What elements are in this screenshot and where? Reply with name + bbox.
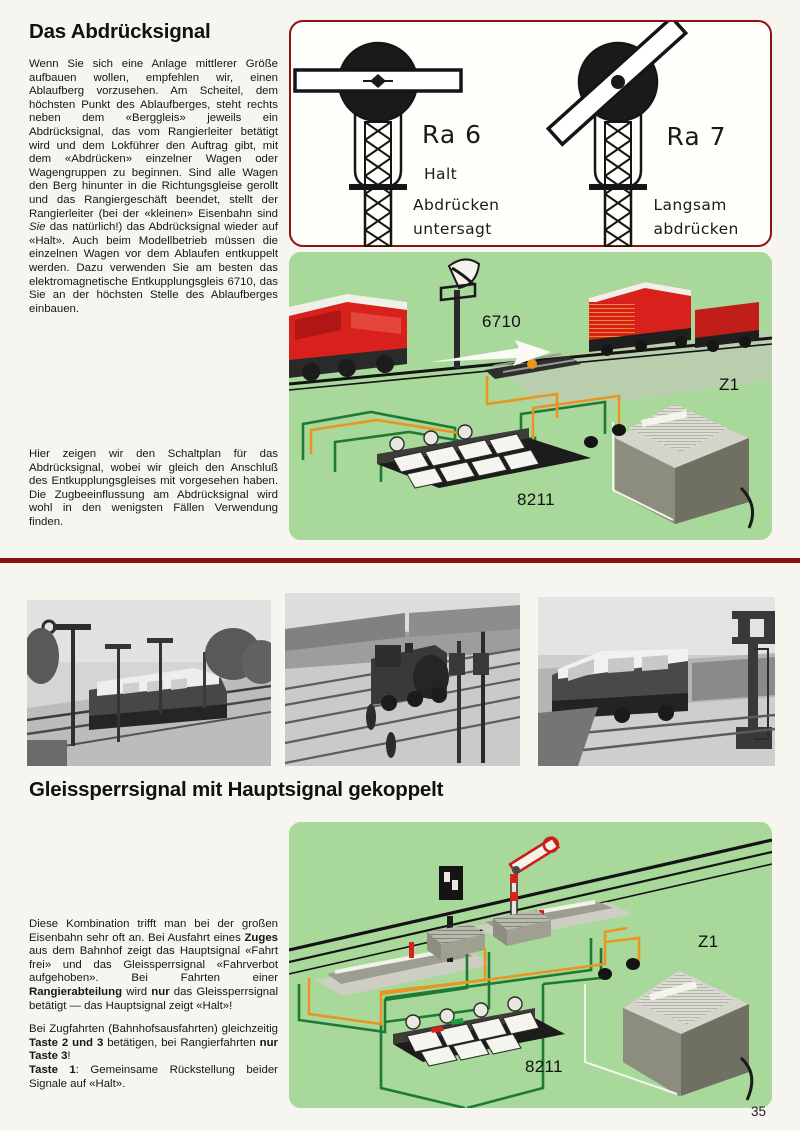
photo-3-content <box>538 597 775 766</box>
section-title-gleissperrsignal: Gleissperrsignal mit Hauptsignal gekoppelt <box>29 778 444 801</box>
body-paragraph-3 <box>29 918 278 1013</box>
para-5-b: : Gemeinsame Rückstellung beider Signale auf «Halt». <box>29 1064 278 1090</box>
para-4-e: ! <box>67 1050 71 1063</box>
para-4-c: betätigen, bei Rangierfahrten <box>103 1036 260 1049</box>
para-3-bold-rangierabteilung: Rangierabteilung <box>29 985 123 998</box>
ra7-line-2: abdrücken <box>653 220 739 238</box>
ra6-line-3: untersagt <box>413 220 492 238</box>
locomotive <box>289 294 407 381</box>
para-3-a: Diese Kombination trifft man bei der großen Eisenbahn sehr oft an. Bei Ausfahrt eines <box>29 918 278 944</box>
para-2-text: Hier zeigen wir den Schaltplan für das Abdrücksignal, wobei wir gleich den Anschluß des Entkupplungsgleises mit vorgesehen haben. Die Zugbeeinflussung am Abdrücksignal wird wohl in den wenigsten Fällen Verwendung finden. <box>29 448 278 528</box>
para-5-bold-taste1: Taste 1 <box>29 1064 76 1076</box>
body-paragraph-4 <box>29 1023 278 1064</box>
ra7-code: Ra 7 <box>666 122 727 151</box>
photo-2-content <box>285 593 520 766</box>
para-3-bold-zuges: Zuges <box>244 931 278 944</box>
illus-top-label-z1: Z1 <box>719 375 740 394</box>
para-1-part-a: Wenn Sie sich eine Anlage mittlerer Größe aufbauen wollen, empfehlen wir, einen Ablaufberg vorzusehen. Am Scheitel, dem höchsten Punkt des Ablaufberges, steht rechts neben dem «Berggleis» jeweils ein Abdrücksignal, das vom Rangierleiter betätigt wird und dem Lokführer den Auftrag gibt, mit dem «Abdrücken» einzelner Wagen oder Wagengruppen zu beginnen. Sind alle Wagen den Berg hinunter in die Richtungsgleise gerollt und das Rangiergeschäft beendet, stellt der Rangierleiter (bei der «kleinen» Eisenbahn sind <box>29 58 278 220</box>
body-paragraph-5 <box>29 1064 278 1091</box>
ra6-line-1: Halt <box>424 165 458 183</box>
para-3-c: aus dem Bahnhof zeigt das Hauptsignal «Fahrt frei» und das Gleissperrsignal «Fahrverbot aufgehoben». Bei Fahrten einer <box>29 945 278 985</box>
section-divider <box>0 558 800 563</box>
body-paragraph-2 <box>29 448 278 530</box>
ra7-signal-drawing <box>531 22 771 247</box>
illus-bottom-label-z1: Z1 <box>698 932 719 951</box>
illus-bottom-label-8211: 8211 <box>525 1057 563 1076</box>
para-4-bold-taste3: nur Taste 3 <box>29 1036 278 1063</box>
para-4-bold-taste23: Taste 2 und 3 <box>29 1036 104 1049</box>
illus-top-label-8211: 8211 <box>517 490 555 509</box>
para-3-e: wird <box>122 985 152 998</box>
illustration-abdruecksignal-wiring <box>289 252 772 540</box>
para-1-part-b: das natürlich!) das Abdrücksignal wieder auf «Halt». Auch beim Modellbetrieb müssen die einzelnen Wagen vor dem Ablaufen entkuppelt werden. Dazu verwenden Sie am besten das elektromagnetische Entkupplungsgleis 6710, das Sie an der höchsten Stelle des Ablaufberges einbauen. <box>29 221 278 315</box>
photo-diesellok-signalbruecke <box>538 597 775 766</box>
para-3-bold-nur: nur <box>151 985 170 998</box>
illustration-gleissperrsignal-wiring <box>289 822 772 1108</box>
photo-rangierbahnhof-dampflok <box>285 593 520 766</box>
signal-definition-box <box>289 20 772 247</box>
signal-diagram-ra6 <box>291 22 531 245</box>
photo-bahnhof-formsignale <box>27 600 271 766</box>
para-3-g: das Gleissperrsignal betätigt — das Hauptsignal zeigt «Halt»! <box>29 985 279 1012</box>
section-title-abdruecksignal: Das Abdrücksignal <box>29 20 211 43</box>
page-number: 35 <box>751 1104 767 1119</box>
para-4-a: Bei Zugfahrten (Bahnhofsausfahrten) gleichzeitig <box>29 1023 278 1035</box>
para-1-emphasis: Sie <box>29 221 46 234</box>
photo-1-content <box>27 600 271 766</box>
signal-diagram-ra7 <box>531 22 771 245</box>
illus-top-label-6710: 6710 <box>482 312 522 331</box>
body-paragraph-1 <box>29 58 278 316</box>
ra6-line-2: Abdrücken <box>413 196 500 214</box>
ra6-code: Ra 6 <box>422 120 482 149</box>
ra7-line-1: Langsam <box>653 196 727 214</box>
